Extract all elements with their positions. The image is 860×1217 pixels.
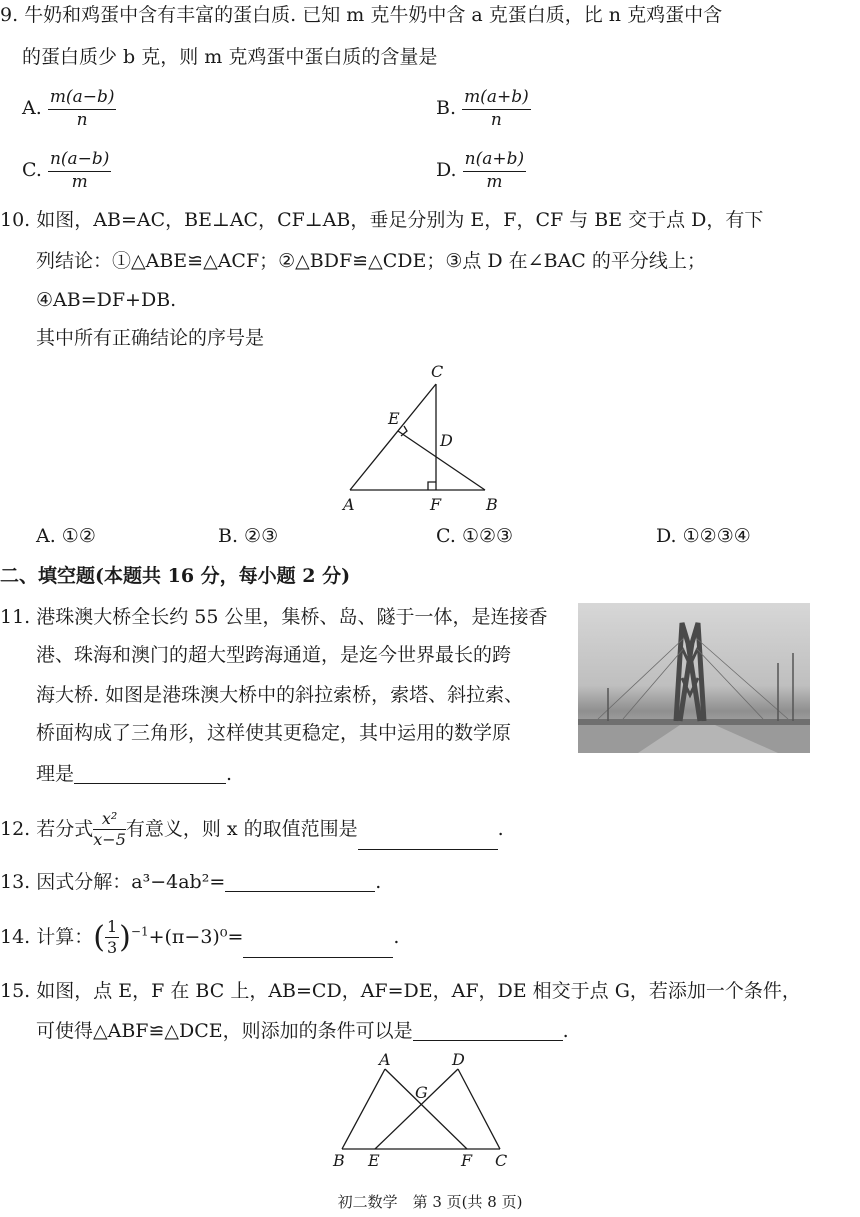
q10-line3: ④AB=DF+DB. <box>36 289 177 311</box>
label-g: G <box>415 1083 428 1102</box>
label-d: D <box>440 431 453 450</box>
label-b: B <box>333 1151 345 1170</box>
q14-answer-blank[interactable] <box>243 939 393 958</box>
label-d: D <box>452 1052 465 1069</box>
q13-line: 13. 因式分解：a³−4ab²= . <box>0 871 382 893</box>
q11-line2: 港、珠海和澳门的超大型跨海通道，是迄今世界最长的跨 <box>36 644 512 666</box>
label-f: F <box>461 1151 473 1170</box>
q15-answer-blank[interactable] <box>413 1022 563 1041</box>
q9-option-c[interactable]: C. $\frac{n(a-b)}{m}$ <box>22 149 110 192</box>
page-footer: 初二数学 第 3 页(共 8 页) <box>337 1193 523 1211</box>
bridge-illustration <box>578 603 810 753</box>
q10-triangle-figure <box>330 360 510 515</box>
q11-line5: 理是 . <box>36 763 233 785</box>
label-c: C <box>495 1151 508 1170</box>
q9-line1: 9. 牛奶和鸡蛋中含有丰富的蛋白质. 已知 m 克牛奶中含 a 克蛋白质，比 n 克鸡蛋中含 <box>0 4 723 26</box>
q11-line4: 桥面构成了三角形，这样使其更稳定，其中运用的数学原 <box>36 722 512 744</box>
q12-line: 12. 若分式 $\frac{\text{x²}}{x-5}$ 有意义，则 x 的取值范围是 . <box>0 809 504 850</box>
q9-option-d[interactable]: D. $\frac{n(a+b)}{m}$ <box>436 149 525 192</box>
q11-answer-blank[interactable] <box>74 765 226 784</box>
q14-line: 14. 计算：( $\frac{1}{3}$ )$^{-1}$+(π−3)⁰= . <box>0 917 400 958</box>
q9-option-a[interactable]: A. $\frac{m(a-b)}{n}$ <box>22 87 115 130</box>
q13-answer-blank[interactable] <box>225 873 375 892</box>
q11-line1: 11. 港珠澳大桥全长约 55 公里，集桥、岛、隧于一体，是连接香 <box>0 606 548 628</box>
section2-title: 二、填空题(本题共 16 分，每小题 2 分) <box>0 565 351 587</box>
label-b: B <box>486 495 498 514</box>
q15-line2: 可使得△ABF≌△DCE，则添加的条件可以是 . <box>36 1020 569 1042</box>
label-c: C <box>431 362 444 381</box>
q10-line4: 其中所有正确结论的序号是 <box>36 327 265 349</box>
bridge-photo <box>578 603 810 753</box>
label-f: F <box>430 495 442 514</box>
q10-line1: 10. 如图，AB=AC，BE⊥AC，CF⊥AB，垂足分别为 E，F，CF 与 BE 交于点 D，有下 <box>0 209 764 231</box>
label-e: E <box>368 1151 380 1170</box>
q11-line3: 海大桥. 如图是港珠澳大桥中的斜拉索桥，索塔、斜拉索、 <box>36 684 524 706</box>
q10-line2: 列结论：①△ABE≌△ACF；②△BDF≌△CDE；③点 D 在∠BAC 的平分线上； <box>36 250 706 272</box>
q10-option-d[interactable]: D. ①②③④ <box>656 525 751 547</box>
label-a: A <box>379 1052 391 1069</box>
q9-option-b[interactable]: B. $\frac{m(a+b)}{n}$ <box>436 87 529 130</box>
q15-figure <box>325 1052 525 1172</box>
label-a: A <box>343 495 355 514</box>
q15-line1: 15. 如图，点 E，F 在 BC 上，AB=CD，AF=DE，AF，DE 相交于点 G，若添加一个条件， <box>0 980 801 1002</box>
q10-option-b[interactable]: B. ②③ <box>218 525 279 547</box>
q12-answer-blank[interactable] <box>358 831 498 850</box>
q9-line2: 的蛋白质少 b 克，则 m 克鸡蛋中蛋白质的含量是 <box>22 46 438 68</box>
label-e: E <box>388 409 400 428</box>
q10-option-c[interactable]: C. ①②③ <box>436 525 514 547</box>
q10-option-a[interactable]: A. ①② <box>36 525 96 547</box>
